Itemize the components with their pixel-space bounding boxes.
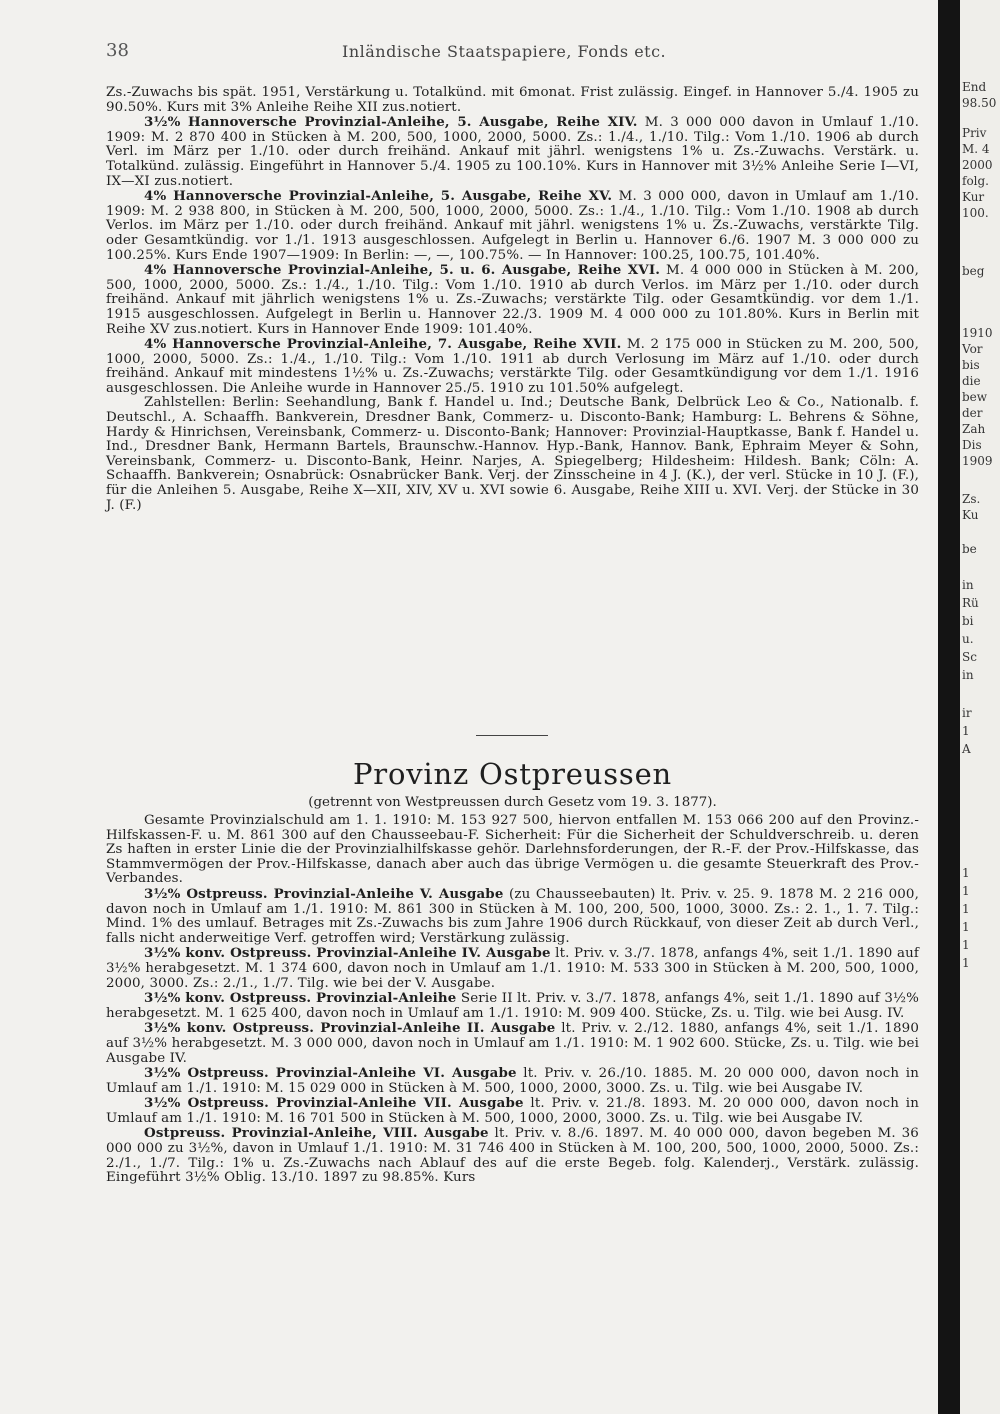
edge-fragment: Kur bbox=[962, 190, 985, 204]
bond-title: 3½% Ostpreuss. Provinzial-Anleihe V. Ausgabe bbox=[144, 885, 504, 902]
paragraph: 3½% konv. Ostpreuss. Provinzial-Anleihe IV. Ausgabe lt. Priv. v. 3./7. 1878, anfangs 4%, seit 1./1. 1890 auf 3½% herabgesetzt. M. 1 374 600, davon noch in Umlauf am 1./1. 1910: M. 533 300 in Stücken à M. 200, 500, 1000, 2000, 3000. Zs.: 2./1., 1./7. Tilg. wie bei der V. Ausgabe. bbox=[106, 945, 919, 991]
paragraph: Ostpreuss. Provinzial-Anleihe, VIII. Ausgabe lt. Priv. v. 8./6. 1897. M. 40 000 000, davon begeben M. 36 000 000 zu 3½%, davon in Umlauf 1./1. 1910: M. 31 746 400 in Stücken à M. 100, 200, 500, 1000, 2000, 5000. Zs.: 2./1., 1./7. Tilg.: 1% u. Zs.-Zuwachs nach Ablauf des auf die erste Begeb. folg. Kalenderj., Verstärk. zulässig. Eingeführt 3½% Oblig. 13./10. 1897 zu 98.85%. Kurs bbox=[106, 1125, 919, 1186]
paragraph: 4% Hannoversche Provinzial-Anleihe, 7. Ausgabe, Reihe XVII. M. 2 175 000 in Stücken zu M. 200, 500, 1000, 2000, 5000. Zs.: 1./4., 1./10. Tilg.: Vom 1./10. 1911 ab durch Verlosung im März auf 1./10. oder durch freihänd. Ankauf mit mindestens 1½% u. Zs.-Zuwachs; verstärkte Tilg. oder Gesamtkündigung vor dem 1./1. 1916 ausgeschlossen. Die Anleihe wurde in Hannover 25./5. 1910 zu 101.50% aufgelegt. bbox=[106, 336, 919, 396]
paragraph: 4% Hannoversche Provinzial-Anleihe, 5. Ausgabe, Reihe XV. M. 3 000 000, davon in Umlauf am 1./10. 1909: M. 2 938 800, in Stücken à M. 200, 500, 1000, 2000, 5000. Zs.: 1./4., 1./10. Tilg.: Vom 1./10. 1908 ab durch Verlos. im März per 1./10. oder durch freihänd. Ankauf mit jährl. wenigstens 1% u. Zs.-Zuwachs, verstärkte Tilg. oder Gesamtkündig. vor 1./1. 1913 ausgeschlossen. Aufgelegt in Berlin u. Hannover 6./6. 1907 M. 3 000 000 zu 100.25%. Kurs Ende 1907—1909: In Berlin: —, —, 100.75%. — In Hannover: 100.25, 100.75, 101.40%. bbox=[106, 188, 919, 263]
bond-title: 3½% Ostpreuss. Provinzial-Anleihe VI. Ausgabe bbox=[144, 1065, 517, 1082]
paragraph: 3½% Hannoversche Provinzial-Anleihe, 5. Ausgabe, Reihe XIV. M. 3 000 000 davon in Umlauf 1./10. 1909: M. 2 870 400 in Stücken à M. 200, 500, 1000, 2000, 5000. Zs.: 1./4., 1./10. Tilg.: Vom 1./10. 1906 ab durch Verl. im März per 1./10. oder durch freihänd. Ankauf mit jährl. wenigstens 1% u. Zs.-Zuwachs. Verstärk. u. Totalkünd. zulässig. Eingeführt in Hannover 5./4. 1905 zu 100.10%. Kurs in Hannover mit 3½% Anleihe Serie I—VI, IX—XI zus.notiert. bbox=[106, 114, 919, 189]
edge-fragment: in bbox=[962, 578, 974, 592]
edge-fragment: 1 bbox=[962, 920, 970, 934]
bond-title: 3½% Hannoversche Provinzial-Anleihe, 5. Ausgabe, Reihe XIV. bbox=[144, 114, 638, 131]
edge-fragment: bi bbox=[962, 614, 974, 628]
edge-fragment: u. bbox=[962, 632, 974, 646]
paragraph: 3½% konv. Ostpreuss. Provinzial-Anleihe II. Ausgabe lt. Priv. v. 2./12. 1880, anfangs 4%, seit 1./1. 1890 auf 3½% herabgesetzt. M. 3 000 000, davon noch in Umlauf am 1./1. 1910: M. 1 902 600. Stücke, Zs. u. Tilg. wie bei Ausgabe IV. bbox=[106, 1020, 919, 1066]
edge-fragment: End bbox=[962, 80, 987, 94]
edge-fragment: Dis bbox=[962, 438, 982, 452]
page-number: 38 bbox=[106, 40, 129, 61]
bond-title: Ostpreuss. Provinzial-Anleihe, VIII. Ausgabe bbox=[144, 1125, 489, 1142]
edge-fragment: in bbox=[962, 668, 974, 682]
edge-fragment: bew bbox=[962, 390, 988, 404]
section-subtitle: (getrennt von Westpreussen durch Gesetz vom 19. 3. 1877). bbox=[308, 795, 717, 810]
edge-fragment: Ku bbox=[962, 508, 979, 522]
edge-fragment: M. 4 bbox=[962, 142, 990, 156]
edge-fragment: 1 bbox=[962, 938, 970, 952]
section-title: Provinz Ostpreussen bbox=[352, 757, 673, 791]
edge-fragment: 1910 bbox=[962, 326, 993, 340]
paragraph: 3½% Ostpreuss. Provinzial-Anleihe VI. Ausgabe lt. Priv. v. 26./10. 1885. M. 20 000 000, davon noch in Umlauf am 1./1. 1910: M. 15 029 000 in Stücken à M. 500, 1000, 2000, 3000. Zs. u. Tilg. wie bei Ausgabe IV. bbox=[106, 1065, 919, 1096]
paragraph: Zs.-Zuwachs bis spät. 1951, Verstärkung u. Totalkünd. mit 6monat. Frist zulässig. Eingef. in Hannover 5./4. 1905 zu 90.50%. Kurs mit 3% Anleihe Reihe XII zus.notiert. bbox=[106, 85, 919, 115]
edge-fragment: die bbox=[962, 374, 981, 388]
edge-fragment: 1 bbox=[962, 902, 970, 916]
edge-fragment: Zs. bbox=[962, 492, 981, 506]
bond-title: 4% Hannoversche Provinzial-Anleihe, 5. u. 6. Ausgabe, Reihe XVI. bbox=[144, 262, 661, 279]
edge-fragment: ir bbox=[962, 706, 972, 720]
bond-title: 4% Hannoversche Provinzial-Anleihe, 7. Ausgabe, Reihe XVII. bbox=[144, 336, 622, 353]
edge-fragment: 2000 bbox=[962, 158, 993, 172]
edge-fragment: Sc bbox=[962, 650, 977, 664]
edge-fragment: beg bbox=[962, 264, 985, 278]
bond-title: 3½% konv. Ostpreuss. Provinzial-Anleihe bbox=[144, 990, 457, 1007]
edge-fragment: A bbox=[962, 742, 971, 756]
edge-fragment: folg. bbox=[962, 174, 989, 188]
ostpreussen-text-block bbox=[106, 814, 919, 1186]
bond-title: 3½% konv. Ostpreuss. Provinzial-Anleihe II. Ausgabe bbox=[144, 1020, 556, 1037]
scan-gutter bbox=[938, 0, 960, 1414]
edge-fragment: Rü bbox=[962, 596, 979, 610]
running-title: Inländische Staatspapiere, Fonds etc. bbox=[342, 42, 667, 61]
edge-fragment: der bbox=[962, 406, 983, 420]
bond-title: 3½% Ostpreuss. Provinzial-Anleihe VII. Ausgabe bbox=[144, 1095, 524, 1112]
bond-title: 4% Hannoversche Provinzial-Anleihe, 5. Ausgabe, Reihe XV. bbox=[144, 188, 613, 205]
edge-fragment: Priv bbox=[962, 126, 987, 140]
edge-fragment: be bbox=[962, 542, 977, 556]
paragraph: 3½% Ostpreuss. Provinzial-Anleihe VII. Ausgabe lt. Priv. v. 21./8. 1893. M. 20 000 000, davon noch in Umlauf am 1./1. 1910: M. 16 701 500 in Stücken à M. 500, 1000, 2000, 3000. Zs. u. Tilg. wie bei Ausgabe IV. bbox=[106, 1095, 919, 1126]
edge-fragment: 100. bbox=[962, 206, 989, 220]
paragraph: 3½% Ostpreuss. Provinzial-Anleihe V. Ausgabe (zu Chausseebauten) lt. Priv. v. 25. 9. 1878 M. 2 216 000, davon noch in Umlauf am 1./1. 1910: M. 861 300 in Stücken à M. 100, 200, 500, 1000, 3000. Zs.: 2. 1., 1. 7. Tilg.: Mind. 1% des umlauf. Betrages mit Zs.-Zuwachs bis zum Jahre 1906 durch Rückkauf, von dieser Zeit ab durch Verl., falls nicht anderweitige Verf. getroffen wird; Verstärkung zulässig. bbox=[106, 885, 919, 946]
hannover-text-block bbox=[106, 86, 919, 513]
edge-fragment: 1 bbox=[962, 956, 970, 970]
page-header bbox=[98, 40, 928, 64]
edge-fragment: bis bbox=[962, 358, 980, 372]
edge-fragment: 1 bbox=[962, 724, 970, 738]
paragraph: Zahlstellen: Berlin: Seehandlung, Bank f. Handel u. Ind.; Deutsche Bank, Delbrück Leo & Co., Nationalb. f. Deutschl., A. Schaaffh. Bankverein, Dresdner Bank, Commerz- u. Disconto-Bank; Hamburg: L. Behrens & Söhne, Hardy & Hinrichsen, Vereinsbank, Commerz- u. Disconto-Bank; Hannover: Provinzial-Hauptkasse, Bank f. Handel u. Ind., Dresdner Bank, Hermann Bartels, Braunschw.-Hannov. Hyp.-Bank, Hannov. Bank, Ephraim Meyer & Sohn, Vereinsbank, Commerz- u. Disconto-Bank, Heinr. Narjes, A. Spiegelberg; Hildesheim: Hildesh. Bank; Cöln: A. Schaaffh. Bankverein; Osnabrück: Osnabrücker Bank. Verj. der Zinsscheine in 4 J. (K.), der verl. Stücke in 10 J. (F.), für die Anleihen 5. Ausgabe, Reihe X—XII, XIV, XV u. XVI sowie 6. Ausgabe, Reihe XIII u. XVI. Verj. der Stücke in 30 J. (F.) bbox=[106, 395, 919, 513]
paragraph: 3½% konv. Ostpreuss. Provinzial-Anleihe Serie II lt. Priv. v. 3./7. 1878, anfangs 4%, seit 1./1. 1890 auf 3½% herabgesetzt. M. 1 625 400, davon noch in Umlauf am 1./1. 1910: M. 909 400. Stücke, Zs. u. Tilg. wie bei Ausg. IV. bbox=[106, 990, 919, 1021]
paragraph: Gesamte Provinzialschuld am 1. 1. 1910: M. 153 927 500, hiervon entfallen M. 153 066 200 auf den Provinz.-Hilfskassen-F. u. M. 861 300 auf den Chausseebau-F. Sicherheit: Für die Sicherheit der Schuldverschreib. u. deren Zs haften in erster Linie die der Provinzialhilfskasse gehör. Darlehnsforderungen, der R.-F. der Prov.-Hilfskasse, das Stammvermögen der Prov.-Hilfskasse, danach aber auch das übrige Vermögen u. die gesamte Steuerkraft des Prov.-Verbandes. bbox=[106, 813, 919, 887]
paragraph: 4% Hannoversche Provinzial-Anleihe, 5. u. 6. Ausgabe, Reihe XVI. M. 4 000 000 in Stücken à M. 200, 500, 1000, 2000, 5000. Zs.: 1./4., 1./10. Tilg.: Vom 1./10. 1910 ab durch Verlos. im März per 1./10. oder durch freihänd. Ankauf mit jährlich wenigstens 1% u. Zs.-Zuwachs; verstärkte Tilg. oder Gesamtkündig. vor dem 1./1. 1915 ausgeschlossen. Aufgelegt in Berlin u. Hannover 22./3. 1909 M. 4 000 000 zu 101.80%. Kurs in Berlin mit Reihe XV zus.notiert. Kurs in Hannover Ende 1909: 101.40%. bbox=[106, 262, 919, 337]
section-divider bbox=[476, 735, 548, 736]
edge-fragment: Zah bbox=[962, 422, 986, 436]
adjacent-page-edge bbox=[960, 0, 1000, 1414]
edge-fragment: Vor bbox=[962, 342, 983, 356]
edge-fragment: 1 bbox=[962, 866, 970, 880]
edge-fragment: 98.50 bbox=[962, 96, 997, 110]
edge-fragment: 1909 bbox=[962, 454, 993, 468]
edge-fragment: 1 bbox=[962, 884, 970, 898]
bond-title: 3½% konv. Ostpreuss. Provinzial-Anleihe IV. Ausgabe bbox=[144, 945, 551, 962]
